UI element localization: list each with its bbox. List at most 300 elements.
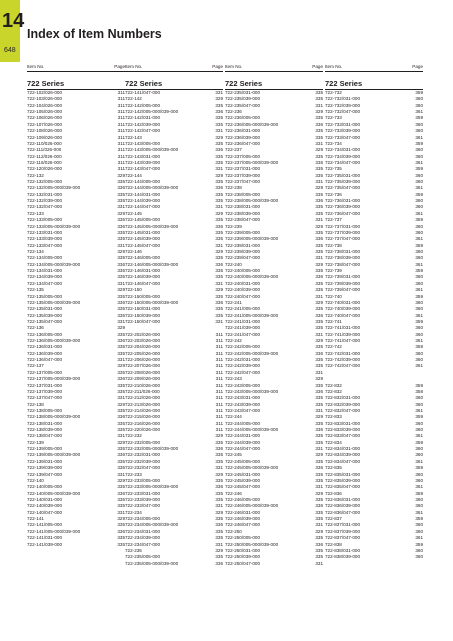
page-reference: 360 bbox=[415, 331, 423, 337]
item-number: 722-233/047-000 bbox=[125, 503, 160, 509]
index-rows bbox=[225, 89, 323, 567]
item-number: 722-740/039-000 bbox=[325, 306, 360, 312]
item-number: 722-244 bbox=[225, 414, 242, 420]
item-number: 722-834 bbox=[325, 439, 342, 445]
page-reference: 335 bbox=[215, 477, 223, 483]
page-reference: 359 bbox=[415, 465, 423, 471]
item-number: 722-133/039-000 bbox=[27, 236, 62, 242]
page-reference: 335 bbox=[315, 287, 323, 293]
page-reference: 335 bbox=[315, 318, 323, 324]
page-reference: 335 bbox=[117, 236, 125, 242]
item-number: 722-741 bbox=[325, 318, 342, 324]
page-reference: 329 bbox=[315, 376, 323, 382]
item-number: 722-136/031-000 bbox=[27, 344, 62, 350]
page-reference: 336 bbox=[315, 159, 323, 165]
page-reference: 335 bbox=[117, 229, 125, 235]
page-reference: 360 bbox=[415, 306, 423, 312]
page-number: 648 bbox=[4, 47, 16, 54]
page-reference: 336 bbox=[215, 109, 223, 115]
page-reference: 329 bbox=[117, 401, 125, 407]
item-number: 722-102/026-000 bbox=[27, 90, 62, 95]
item-number: 722-204/026-000 bbox=[125, 344, 160, 350]
page-reference: 311 bbox=[215, 407, 223, 413]
item-number: 722-245/039-000 bbox=[225, 477, 260, 483]
page-reference: 311 bbox=[215, 350, 223, 356]
page-reference: 335 bbox=[215, 140, 223, 146]
page-reference: 336 bbox=[117, 414, 125, 420]
item-header: Item No. bbox=[225, 64, 243, 69]
item-number: 722-742 bbox=[325, 344, 342, 350]
page-reference: 329 bbox=[315, 452, 323, 458]
item-number: 722-737/039-000 bbox=[325, 229, 360, 235]
page-reference: 331 bbox=[215, 280, 223, 286]
page-reference: 335 bbox=[117, 465, 125, 471]
index-rows bbox=[125, 89, 223, 567]
page-reference: 359 bbox=[415, 439, 423, 445]
item-number: 722-242/039-000 bbox=[225, 363, 260, 369]
item-number: 722-150/039-000 bbox=[125, 312, 160, 318]
item-number: 722-836 bbox=[325, 490, 342, 496]
item-number: 722-105/026-000 bbox=[27, 109, 62, 115]
item-number: 722-741/031-000 bbox=[325, 325, 360, 331]
item-number: 722-240/005-000/039-000 bbox=[225, 274, 279, 280]
item-number: 722-832 bbox=[325, 388, 342, 394]
item-number: 722-833/039-000 bbox=[325, 427, 360, 433]
item-number: 722-735/039-000 bbox=[325, 179, 360, 185]
page-reference: 335 bbox=[315, 96, 323, 102]
page-reference: 311 bbox=[215, 395, 223, 401]
page-reference: 360 bbox=[415, 153, 423, 159]
page-reference: 329 bbox=[315, 261, 323, 267]
page-reference: 335 bbox=[215, 516, 223, 522]
page-reference: 361 bbox=[415, 458, 423, 464]
page-reference: 331 bbox=[215, 204, 223, 210]
page-reference: 335 bbox=[315, 420, 323, 426]
page-reference: 335 bbox=[215, 528, 223, 534]
page-reference: 331 bbox=[315, 293, 323, 299]
page-reference: 360 bbox=[415, 325, 423, 331]
item-number: 722-732/031-000 bbox=[325, 96, 360, 102]
page-reference: 335 bbox=[315, 128, 323, 134]
item-number: 722-136/005-000/039-000 bbox=[27, 338, 81, 344]
item-number: 722-733/047-000 bbox=[325, 134, 360, 140]
page-reference: 335 bbox=[117, 274, 125, 280]
page-reference: 329 bbox=[315, 490, 323, 496]
item-number: 722-141 bbox=[27, 516, 44, 522]
item-number: 722-738/031-000 bbox=[325, 248, 360, 254]
page-reference: 335 bbox=[315, 306, 323, 312]
page-reference: 331 bbox=[315, 140, 323, 146]
page-reference: 329 bbox=[215, 547, 223, 553]
page-reference: 335 bbox=[315, 547, 323, 553]
item-number: 722-836/047-000 bbox=[325, 509, 360, 515]
page-reference: 360 bbox=[415, 503, 423, 509]
page-reference: 336 bbox=[315, 427, 323, 433]
page-reference: 336 bbox=[117, 376, 125, 382]
page-reference: 336 bbox=[215, 522, 223, 528]
page-reference: 335 bbox=[315, 382, 323, 388]
page-reference: 311 bbox=[215, 382, 223, 388]
item-number: 722-835/047-000 bbox=[325, 484, 360, 490]
page-reference: 335 bbox=[315, 439, 323, 445]
item-number: 722-146 bbox=[125, 248, 142, 254]
page-reference: 329 bbox=[215, 471, 223, 477]
page-header: Page bbox=[114, 64, 125, 69]
item-number: 722-138/005-000 bbox=[27, 407, 62, 413]
item-number: 722-245/005-000 bbox=[225, 458, 260, 464]
item-number: 722-132/005-000 bbox=[27, 179, 62, 185]
item-number: 722-838/039-000 bbox=[325, 554, 360, 560]
item-number: 722-235/039-000 bbox=[225, 96, 260, 102]
page-reference: 335 bbox=[215, 312, 223, 318]
item-number: 722-232/039-000 bbox=[125, 458, 160, 464]
item-number: 722-244/005-000/039-000 bbox=[225, 427, 279, 433]
item-number: 722-733 bbox=[325, 115, 342, 121]
item-number: 722-244/005-000 bbox=[225, 420, 260, 426]
item-number: 722-111/026-000 bbox=[27, 147, 62, 153]
page-reference: 311 bbox=[215, 369, 223, 375]
item-number: 722-238/005-000/039-000 bbox=[225, 198, 279, 204]
page-reference: 335 bbox=[315, 401, 323, 407]
item-number: 722-120/026-000 bbox=[27, 166, 62, 172]
item-header: Item No. bbox=[27, 64, 45, 69]
page-reference: 336 bbox=[117, 261, 125, 267]
item-number: 722-740/031-000 bbox=[325, 299, 360, 305]
item-number: 722-141/031-000 bbox=[27, 535, 62, 541]
item-number: 722-135/031-000 bbox=[27, 306, 62, 312]
item-number: 722-144/005-000/039-000 bbox=[125, 185, 179, 191]
page-reference: 311 bbox=[215, 357, 223, 363]
item-number: 722-140/039-000 bbox=[27, 503, 62, 509]
page-reference: 329 bbox=[315, 299, 323, 305]
page-reference: 335 bbox=[315, 357, 323, 363]
page-reference: 311 bbox=[117, 159, 125, 165]
page-reference: 336 bbox=[215, 223, 223, 229]
item-number: 722-241/005-000/039-000 bbox=[225, 312, 279, 318]
page-reference: 360 bbox=[415, 147, 423, 153]
item-header: Item No. bbox=[325, 64, 343, 69]
page-reference: 335 bbox=[215, 490, 223, 496]
page-reference: 335 bbox=[315, 535, 323, 541]
page-reference: 336 bbox=[117, 338, 125, 344]
page-reference: 359 bbox=[415, 490, 423, 496]
item-number: 722-139/005-000 bbox=[27, 446, 62, 452]
item-number: 722-133 bbox=[27, 210, 44, 216]
item-number: 722-234 bbox=[125, 509, 142, 515]
item-number: 722-734 bbox=[325, 140, 342, 146]
page-reference: 335 bbox=[215, 198, 223, 204]
page-reference: 311 bbox=[215, 427, 223, 433]
item-number: 722-242/005-000 bbox=[225, 344, 260, 350]
page-reference: 335 bbox=[315, 516, 323, 522]
page-reference: 335 bbox=[315, 268, 323, 274]
item-number: 722-241/039-000 bbox=[225, 325, 260, 331]
item-number: 722-737 bbox=[325, 217, 342, 223]
item-number: 722-143/039-000 bbox=[125, 159, 160, 165]
item-number: 722-239/047-000 bbox=[225, 255, 260, 261]
item-number: 722-132/039-000 bbox=[27, 198, 62, 204]
item-number: 722-243/039-000 bbox=[225, 401, 260, 407]
item-number: 722-210/026-000 bbox=[125, 382, 160, 388]
page-reference: 361 bbox=[415, 261, 423, 267]
index-column-4 bbox=[325, 64, 423, 561]
item-number: 722-205/026-000 bbox=[125, 350, 160, 356]
item-number: 722-735 bbox=[325, 166, 342, 172]
page-reference: 335 bbox=[117, 179, 125, 185]
item-number: 722-104/026-000 bbox=[27, 102, 62, 108]
page-reference: 331 bbox=[315, 560, 323, 566]
page-reference: 335 bbox=[215, 236, 223, 242]
page-reference: 335 bbox=[117, 535, 125, 541]
item-number: 722-140 bbox=[27, 477, 44, 483]
item-number: 722-146/005-000 bbox=[125, 255, 160, 261]
page-reference: 336 bbox=[117, 185, 125, 191]
item-number: 722-203/026-000 bbox=[125, 338, 160, 344]
page-header: Page bbox=[212, 64, 223, 69]
item-number: 722-837/039-000 bbox=[325, 528, 360, 534]
item-number: 722-240/031-000 bbox=[225, 280, 260, 286]
item-number: 722-135/005-000/039-000 bbox=[27, 299, 81, 305]
page-reference: 336 bbox=[117, 528, 125, 534]
item-number: 722-134/039-000 bbox=[27, 274, 62, 280]
page-reference: 331 bbox=[117, 318, 125, 324]
item-number: 722-236/031-000 bbox=[225, 128, 260, 134]
page-reference: 335 bbox=[215, 268, 223, 274]
page-reference: 329 bbox=[117, 477, 125, 483]
item-number: 722-133/005-000/039-000 bbox=[27, 223, 81, 229]
item-number: 722-145/031-000 bbox=[125, 229, 160, 235]
page-reference: 331 bbox=[315, 217, 323, 223]
page-reference: 336 bbox=[215, 185, 223, 191]
item-number: 722-146/031-000 bbox=[125, 268, 160, 274]
page-reference: 331 bbox=[117, 509, 125, 515]
item-number: 722-137/031-000 bbox=[27, 382, 62, 388]
item-number: 722-742/039-000 bbox=[325, 357, 360, 363]
item-number: 722-250 bbox=[225, 528, 242, 534]
item-number: 722-242 bbox=[225, 338, 242, 344]
item-number: 722-832/047-000 bbox=[325, 407, 360, 413]
page-reference: 361 bbox=[415, 210, 423, 216]
item-number: 722-734/047-000 bbox=[325, 159, 360, 165]
page-reference: 311 bbox=[117, 115, 125, 121]
item-number: 722-140/047-000 bbox=[27, 509, 62, 515]
page-reference: 311 bbox=[117, 128, 125, 134]
item-number: 722-136/005-000 bbox=[27, 331, 62, 337]
item-number: 722-132/005-000/039-000 bbox=[27, 185, 81, 191]
page-reference: 335 bbox=[315, 554, 323, 560]
item-number: 722-240/005-000 bbox=[225, 268, 260, 274]
page-reference: 336 bbox=[315, 236, 323, 242]
item-number: 722-140/005-000/039-000 bbox=[27, 490, 81, 496]
page-reference: 331 bbox=[117, 395, 125, 401]
page-reference: 359 bbox=[415, 293, 423, 299]
index-rows bbox=[325, 89, 423, 561]
item-number: 722-146/039-000 bbox=[125, 274, 160, 280]
item-number: 722-208/026-000 bbox=[125, 369, 160, 375]
page-reference: 311 bbox=[117, 166, 125, 172]
item-number: 722-150/005-000/039-000 bbox=[125, 299, 179, 305]
item-number: 722-232/005-000/039-000 bbox=[125, 446, 179, 452]
page-reference: 361 bbox=[415, 134, 423, 140]
item-number: 722-145/005-000/039-000 bbox=[125, 223, 179, 229]
page-reference: 335 bbox=[215, 255, 223, 261]
index-column-2 bbox=[125, 64, 223, 567]
item-number: 722-141/047-000 bbox=[125, 90, 160, 95]
item-number: 722-242/047-000 bbox=[225, 369, 260, 375]
item-number: 722-134 bbox=[27, 248, 44, 254]
item-number: 722-144/031-000 bbox=[125, 191, 160, 197]
page-reference: 331 bbox=[215, 90, 223, 95]
item-number: 722-236 bbox=[225, 109, 242, 115]
item-number: 722-836/039-000 bbox=[325, 503, 360, 509]
page-reference: 335 bbox=[315, 471, 323, 477]
index-row bbox=[125, 561, 223, 567]
item-number: 722-236/047-000 bbox=[225, 140, 260, 146]
page-reference: 360 bbox=[415, 299, 423, 305]
item-number: 722-738/047-000 bbox=[325, 261, 360, 267]
page-reference: 335 bbox=[215, 191, 223, 197]
page-reference: 360 bbox=[415, 96, 423, 102]
page-reference: 329 bbox=[215, 172, 223, 178]
page-reference: 331 bbox=[315, 446, 323, 452]
page-reference: 335 bbox=[315, 90, 323, 95]
page-reference: 359 bbox=[415, 90, 423, 95]
page-reference: 336 bbox=[315, 312, 323, 318]
page-reference: 360 bbox=[415, 102, 423, 108]
page-reference: 361 bbox=[415, 484, 423, 490]
page-reference: 335 bbox=[215, 121, 223, 127]
item-number: 722-234/005-000 bbox=[125, 516, 160, 522]
item-number: 722-135/047-000 bbox=[27, 318, 62, 324]
series-heading: 722 Series bbox=[325, 79, 363, 88]
item-number: 722-236/039-000 bbox=[225, 134, 260, 140]
item-number: 722-246/005-000 bbox=[225, 497, 260, 502]
item-number: 722-150/005-000 bbox=[125, 293, 160, 299]
page-reference: 335 bbox=[215, 179, 223, 185]
item-number: 722-243/005-000/039-000 bbox=[225, 388, 279, 394]
page-reference: 311 bbox=[117, 90, 125, 95]
page-header: Page bbox=[412, 64, 423, 69]
page-reference: 331 bbox=[215, 465, 223, 471]
item-number: 722-134/005-000/039-000 bbox=[27, 261, 81, 267]
page-reference: 331 bbox=[117, 280, 125, 286]
page-reference: 311 bbox=[117, 96, 125, 102]
item-number: 722-240 bbox=[225, 261, 242, 267]
page-reference: 329 bbox=[215, 134, 223, 140]
page-reference: 335 bbox=[117, 312, 125, 318]
page-reference: 359 bbox=[415, 191, 423, 197]
item-number: 722-143/005-000 bbox=[125, 140, 160, 146]
page-reference: 335 bbox=[117, 388, 125, 394]
page-reference: 335 bbox=[117, 484, 125, 490]
page-reference: 360 bbox=[415, 452, 423, 458]
item-number: 722-838/031-000 bbox=[325, 547, 360, 553]
item-number: 722-133/005-000 bbox=[27, 217, 62, 223]
page-reference: 361 bbox=[415, 535, 423, 541]
item-header: Item No. bbox=[125, 64, 143, 69]
index-rows bbox=[27, 89, 125, 548]
item-number: 722-141/005-000/039-000 bbox=[27, 528, 81, 534]
column-header bbox=[225, 64, 323, 72]
item-number: 722-838 bbox=[325, 541, 342, 547]
page-reference: 311 bbox=[215, 344, 223, 350]
item-number: 722-141/005-000 bbox=[27, 522, 62, 528]
item-number: 722-741/039-000 bbox=[325, 331, 360, 337]
item-number: 722-736 bbox=[325, 191, 342, 197]
page-reference: 360 bbox=[415, 395, 423, 401]
item-number: 722-144/039-000 bbox=[125, 198, 160, 204]
page-reference: 335 bbox=[315, 497, 323, 502]
page-reference: 360 bbox=[415, 427, 423, 433]
item-number: 722-834/039-000 bbox=[325, 452, 360, 458]
item-number: 722-239 bbox=[225, 223, 242, 229]
item-number: 722-139/031-000 bbox=[27, 458, 62, 464]
page-reference: 329 bbox=[117, 287, 125, 293]
item-number: 722-243 bbox=[225, 376, 242, 382]
page-reference: 311 bbox=[215, 376, 223, 382]
page-reference: 335 bbox=[315, 172, 323, 178]
page-reference: 360 bbox=[415, 471, 423, 477]
item-number: 722-246/047-000 bbox=[225, 522, 260, 528]
item-number: 722-243/047-000 bbox=[225, 407, 260, 413]
page-reference: 336 bbox=[215, 147, 223, 153]
page-reference: 335 bbox=[117, 382, 125, 388]
item-number: 722-235/005-000/039-000 bbox=[125, 560, 179, 566]
item-number: 722-237/031-000 bbox=[225, 166, 260, 172]
page-reference: 335 bbox=[315, 509, 323, 515]
index-row bbox=[27, 542, 125, 548]
page-reference: 360 bbox=[415, 204, 423, 210]
item-number: 722-246/031-000 bbox=[225, 509, 260, 515]
page-reference: 360 bbox=[415, 446, 423, 452]
page-reference: 335 bbox=[315, 229, 323, 235]
page-reference: 329 bbox=[117, 363, 125, 369]
item-number: 722-233 bbox=[125, 471, 142, 477]
page-reference: 335 bbox=[215, 497, 223, 502]
item-number: 722-142/031-000 bbox=[125, 115, 160, 121]
item-number: 722-134/047-000 bbox=[27, 280, 62, 286]
column-header bbox=[27, 64, 125, 72]
item-number: 722-837/031-000 bbox=[325, 522, 360, 528]
item-number: 722-143 bbox=[125, 134, 142, 140]
item-number: 722-137 bbox=[27, 363, 44, 369]
page-reference: 335 bbox=[215, 535, 223, 541]
page-reference: 311 bbox=[117, 121, 125, 127]
page-reference: 311 bbox=[117, 140, 125, 146]
page-reference: 335 bbox=[315, 325, 323, 331]
page-reference: 329 bbox=[215, 433, 223, 439]
item-number: 722-145/039-000 bbox=[125, 236, 160, 242]
page-reference: 329 bbox=[215, 248, 223, 254]
item-number: 722-740 bbox=[325, 293, 342, 299]
page-reference: 360 bbox=[415, 401, 423, 407]
item-number: 722-150 bbox=[125, 287, 142, 293]
item-number: 722-237/005-000 bbox=[225, 153, 260, 159]
item-number: 722-237/039-000 bbox=[225, 172, 260, 178]
item-number: 722-150/031-000 bbox=[125, 306, 160, 312]
item-number: 722-250/039-000 bbox=[225, 554, 260, 560]
page-reference: 360 bbox=[415, 477, 423, 483]
item-number: 722-240/039-000 bbox=[225, 287, 260, 293]
page-reference: 335 bbox=[215, 153, 223, 159]
page-reference: 360 bbox=[415, 198, 423, 204]
page-reference: 361 bbox=[415, 363, 423, 369]
item-number: 722-239/039-000 bbox=[225, 248, 260, 254]
page-reference: 361 bbox=[415, 312, 423, 318]
item-number: 722-739 bbox=[325, 268, 342, 274]
item-number: 722-132/031-000 bbox=[27, 191, 62, 197]
item-number: 722-739/031-000 bbox=[325, 274, 360, 280]
